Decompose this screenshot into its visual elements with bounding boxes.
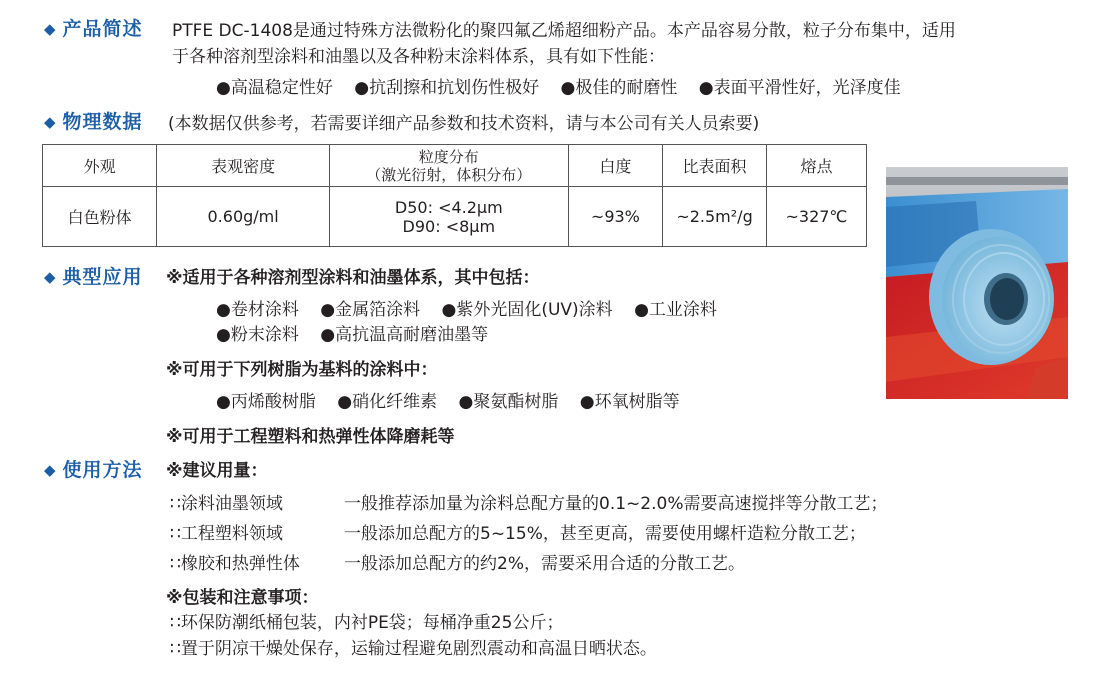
physical-data-table — [42, 144, 867, 247]
physical-heading-text: 物理数据 — [62, 111, 143, 133]
resin-item: ●硝化纤维素 — [337, 392, 438, 412]
header-melting: 熔点 — [766, 145, 866, 187]
feature-item: ●高温稳定性好 — [216, 78, 333, 98]
product-photo-coils — [886, 167, 1068, 399]
section-usage-heading — [44, 455, 143, 482]
application-item: ●紫外光固化(UV)涂料 — [441, 300, 613, 320]
cell-surface-area: ~2.5m²/g — [663, 187, 767, 247]
cell-psd — [329, 187, 568, 247]
resin-title: ※可用于下列树脂为基料的涂料中： — [166, 360, 438, 380]
cell-whiteness: ~93% — [568, 187, 663, 247]
usage-text: 一般添加总配方的约2%，需要采用合适的分散工艺。 — [344, 554, 745, 574]
overview-line-1: PTFE DC-1408是通过特殊方法微粉化的聚四氟乙烯超细粉产品。本产品容易分散，粒子分布集中，适用 — [172, 21, 956, 41]
applications-intro: ※适用于各种溶剂型涂料和油墨体系，其中包括： — [166, 268, 540, 288]
table-row — [43, 187, 867, 247]
cell-appearance: 白色粉体 — [43, 187, 157, 247]
usage-heading-text: 使用方法 — [62, 459, 143, 481]
feature-item: ●极佳的耐磨性 — [560, 78, 678, 98]
resin-item: ●丙烯酸树脂 — [216, 392, 316, 412]
section-applications-heading — [44, 262, 143, 289]
cell-melting: ~327℃ — [766, 187, 866, 247]
application-item: ●卷材涂料 — [216, 300, 299, 320]
dosage-title: ※建议用量： — [166, 461, 268, 481]
applications-heading-text: 典型应用 — [62, 266, 143, 288]
usage-text: 一般添加总配方的5~15%，甚至更高，需要使用螺杆造粒分散工艺； — [344, 524, 866, 544]
applications-row-2 — [216, 320, 504, 345]
cell-d90: D90: <8μm — [402, 216, 496, 236]
diamond-bullet-icon: ◆ — [44, 20, 57, 38]
feature-item: ●表面平滑性好，光泽度佳 — [698, 78, 901, 98]
feature-item: ●抗刮擦和抗划伤性极好 — [354, 78, 540, 98]
header-psd-sub: （激光衍射，体积分布） — [366, 165, 532, 184]
overview-line-2: 于各种溶剂型涂料和油墨以及各种粉末涂料体系，具有如下性能： — [172, 47, 665, 67]
table-header-row — [43, 145, 867, 187]
resin-list — [216, 387, 696, 412]
section-physical-heading — [44, 107, 143, 134]
header-appearance: 外观 — [43, 145, 157, 187]
overview-features — [216, 73, 917, 98]
diamond-bullet-icon: ◆ — [44, 461, 57, 479]
application-item: ●粉末涂料 — [216, 325, 299, 345]
usage-field: ∷工程塑料领域 — [170, 524, 283, 544]
application-item: ●高抗温高耐磨油墨等 — [320, 325, 489, 345]
diamond-bullet-icon: ◆ — [44, 268, 57, 286]
packaging-title: ※包装和注意事项： — [166, 588, 319, 608]
applications-row-1 — [216, 295, 733, 320]
physical-note: (本数据仅供参考，若需要详细产品参数和技术资料，请与本公司有关人员索要) — [168, 114, 760, 134]
header-psd-title: 粒度分布 — [418, 147, 479, 166]
header-whiteness: 白度 — [568, 145, 663, 187]
resin-item: ●聚氨酯树脂 — [458, 392, 559, 412]
packaging-line: ∷置于阴凉干燥处保存，运输过程避免剧烈震动和高温日晒状态。 — [170, 639, 657, 659]
usage-text: 一般推荐添加量为涂料总配方量的0.1~2.0%需要高速搅拌等分散工艺； — [344, 494, 888, 514]
application-item: ●工业涂料 — [634, 300, 717, 320]
overview-heading-text: 产品简述 — [62, 18, 143, 40]
diamond-bullet-icon: ◆ — [44, 113, 57, 131]
cell-d50: D50: <4.2μm — [394, 197, 503, 217]
packaging-line: ∷环保防潮纸桶包装，内衬PE袋；每桶净重25公斤； — [170, 613, 564, 633]
application-item: ●金属箔涂料 — [320, 300, 421, 320]
header-surface-area: 比表面积 — [663, 145, 767, 187]
header-psd — [329, 145, 568, 187]
cell-density: 0.60g/ml — [157, 187, 330, 247]
plastics-note: ※可用于工程塑料和热弹性体降磨耗等 — [166, 427, 455, 447]
section-overview-heading — [44, 14, 143, 41]
coil-illustration — [886, 167, 1068, 399]
usage-field: ∷橡胶和热弹性体 — [170, 554, 300, 574]
header-density: 表观密度 — [157, 145, 330, 187]
usage-field: ∷涂料油墨领域 — [170, 494, 283, 514]
resin-item: ●环氧树脂等 — [579, 392, 680, 412]
